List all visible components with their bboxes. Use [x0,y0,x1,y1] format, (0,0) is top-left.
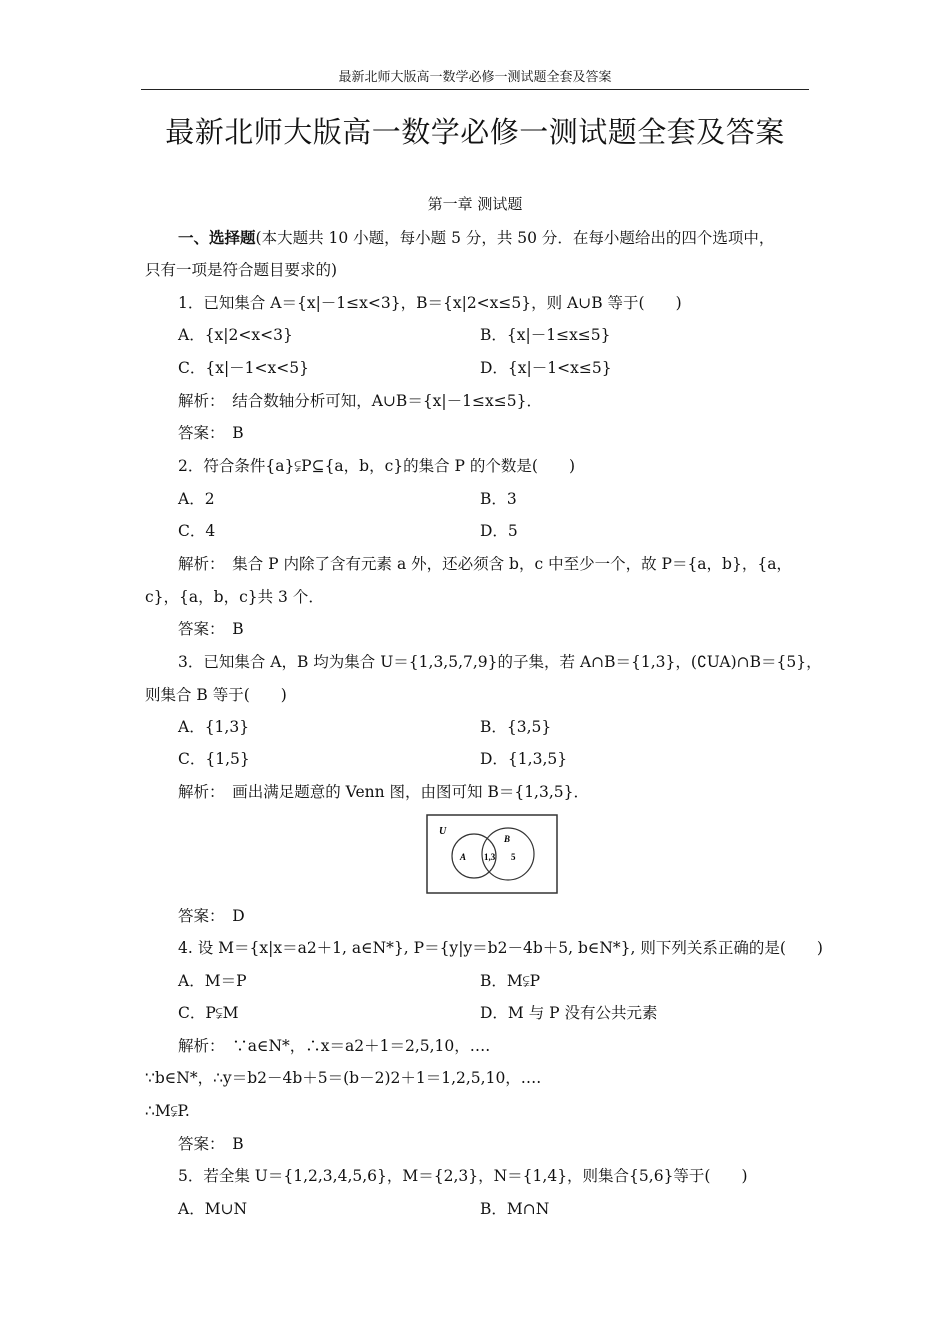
q1-option-d: D．{x|－1<x≤5} [480,359,612,377]
q1-solution: 解析： 结合数轴分析可知，A∪B＝{x|－1≤x≤5}． [178,392,542,410]
q2-option-b: B．3 [480,490,517,508]
venn-label-u: U [439,826,447,837]
document-title: 最新北师大版高一数学必修一测试题全套及答案 [165,115,785,149]
q5-stem: 5．若全集 U＝{1,2,3,4,5,6}，M＝{2,3}，N＝{1,4}，则集合{5,6}等于( ) [178,1167,748,1185]
venn-diagram [426,814,558,894]
q1-answer: 答案： B [178,424,244,442]
section-intro-line2: 只有一项是符合题目要求的) [145,261,338,279]
venn-intersection-values: 1,3 [484,852,496,862]
chapter-heading: 第一章 测试题 [427,195,523,213]
q2-answer: 答案： B [178,620,244,638]
q2-option-c: C．4 [178,522,216,540]
q4-option-a: A．M＝P [178,972,247,990]
q2-option-a: A．2 [178,490,215,508]
running-header: 最新北师大版高一数学必修一测试题全套及答案 [338,70,612,85]
q1-option-a: A．{x|2<x<3} [178,326,293,344]
venn-label-a: A [460,852,467,862]
q3-option-b: B．{3,5} [480,718,552,736]
q1-option-c: C．{x|－1<x<5} [178,359,309,377]
q3-option-c: C．{1,5} [178,750,250,768]
q2-solution-line2: c}，{a，b，c}共 3 个． [145,588,324,606]
section-intro-text: (本大题共 10 小题，每小题 5 分，共 50 分．在每小题给出的四个选项中， [255,229,775,247]
q3-stem-line1: 3．已知集合 A，B 均为集合 U＝{1,3,5,7,9}的子集，若 A∩B＝{1,3}，(∁UA)∩B＝{5}， [178,653,822,671]
q3-option-d: D．{1,3,5} [480,750,568,768]
header-rule [141,89,809,90]
q1-option-b: B．{x|－1≤x≤5} [480,326,611,344]
q5-option-b: B．M∩N [480,1200,550,1218]
q4-solution-line1: 解析： ∵a∈N*，∴x＝a2＋1＝2,5,10，…. [178,1037,491,1055]
q3-answer: 答案： D [178,907,245,925]
q2-solution-line1: 解析： 集合 P 内除了含有元素 a 外，还必须含 b，c 中至少一个，故 P＝{a，b}，{a， [178,555,792,573]
q4-stem: 4. 设 M＝{x|x＝a2＋1, a∈N*}, P＝{y|y＝b2－4b＋5, b∈N*}, 则下列关系正确的是( ) [178,939,823,957]
q5-option-a: A．M∪N [178,1200,248,1218]
venn-b-only-value: 5 [511,852,516,862]
section-label: 一、选择题 [178,228,256,247]
q4-solution-line2: ∵b∈N*，∴y＝b2－4b＋5＝(b－2)2＋1＝1,2,5,10，…. [145,1069,542,1087]
q4-option-d: D．M 与 P 没有公共元素 [480,1004,658,1022]
q2-stem: 2．符合条件{a}⫋P⊆{a，b，c}的集合 P 的个数是( ) [178,457,576,475]
q3-option-a: A．{1,3} [178,718,250,736]
q4-option-c: C．P⫋M [178,1004,239,1022]
q3-stem-line2: 则集合 B 等于( ) [145,686,287,704]
q2-option-d: D．5 [480,522,518,540]
q4-answer: 答案： B [178,1135,244,1153]
venn-label-b: B [504,834,511,844]
section-intro-line1 [178,227,774,249]
q4-solution-line3: ∴M⫋P. [145,1102,190,1120]
q1-stem: 1．已知集合 A＝{x|－1≤x<3}，B＝{x|2<x≤5}，则 A∪B 等于( ) [178,294,682,312]
q3-solution: 解析： 画出满足题意的 Venn 图，由图可知 B＝{1,3,5}． [178,783,589,801]
q4-option-b: B．M⫋P [480,972,541,990]
